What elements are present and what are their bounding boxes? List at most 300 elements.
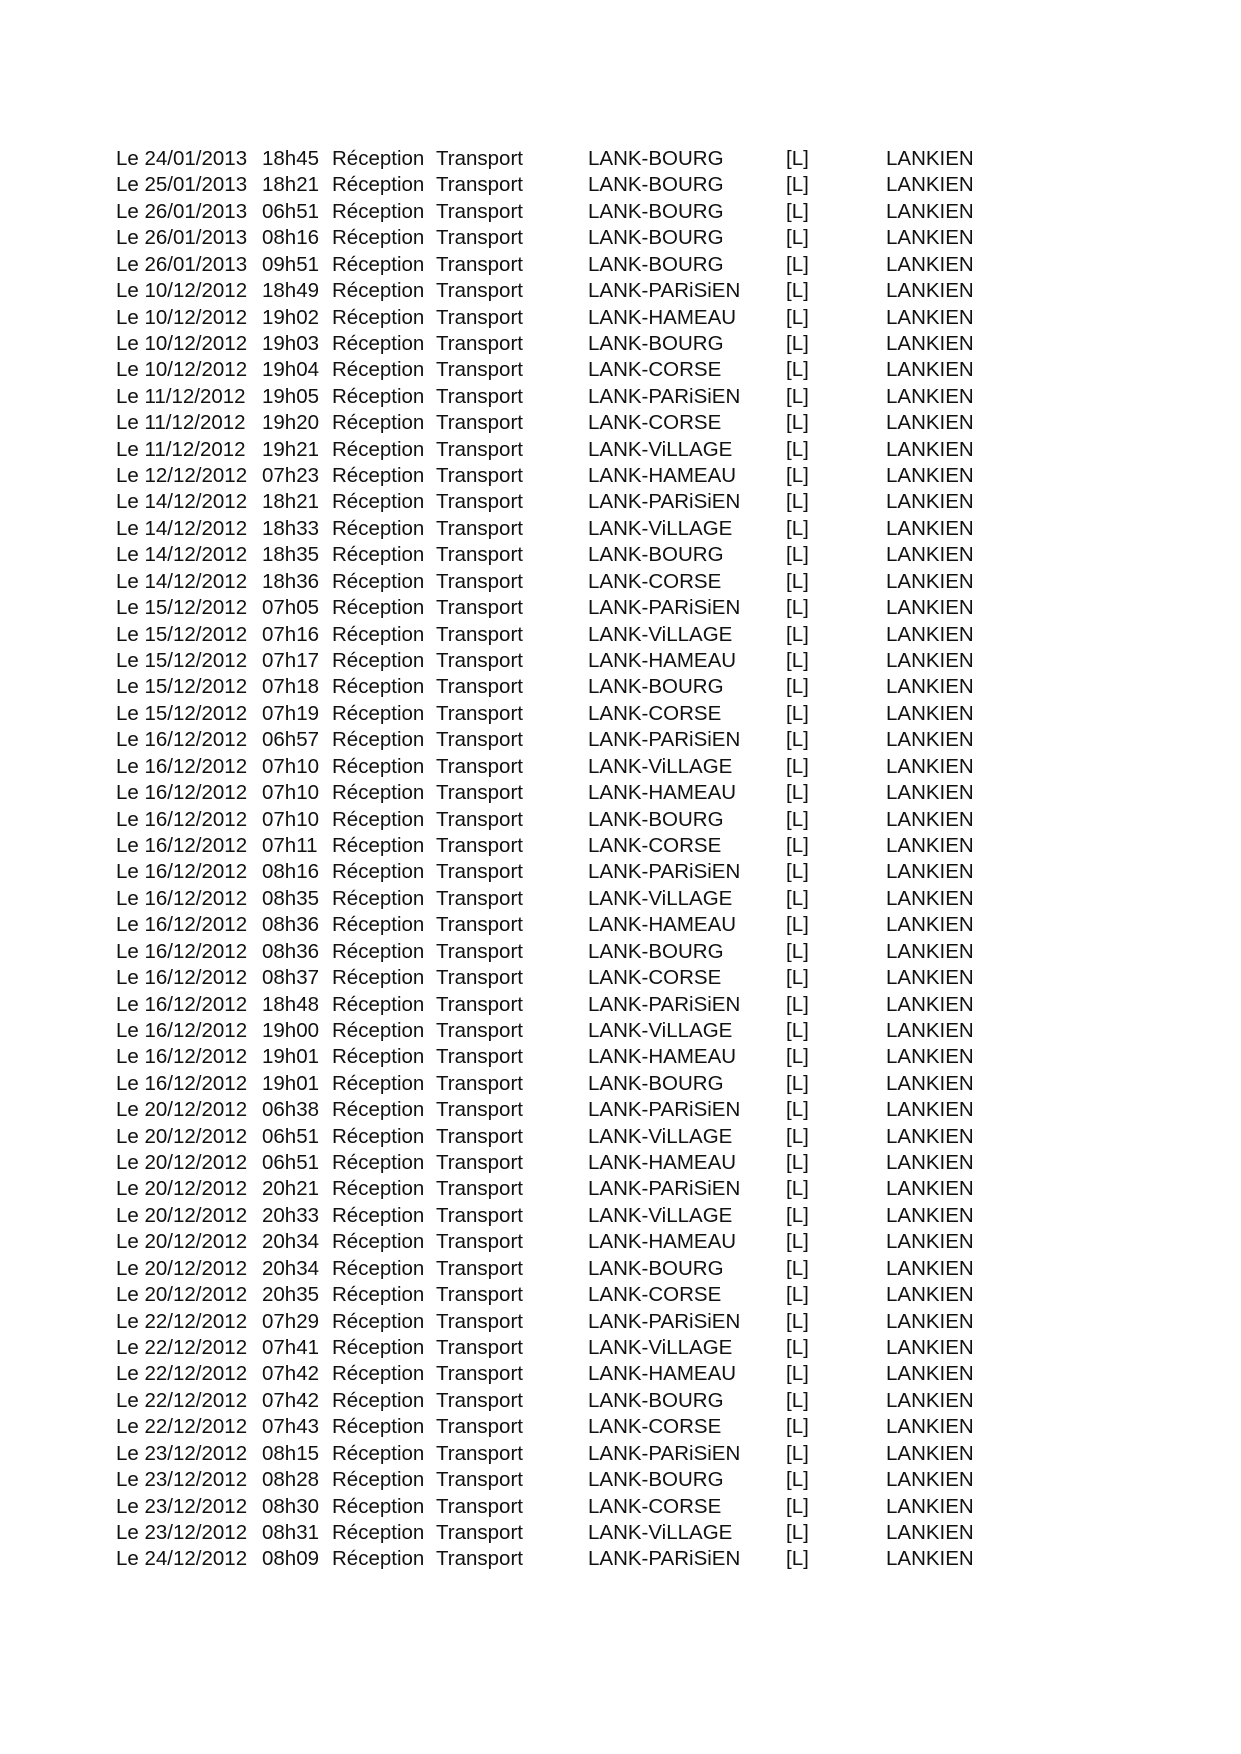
table-row [116, 1071, 1126, 1097]
cell-flag: [L] [786, 886, 809, 910]
cell-date: Le 15/12/2012 [116, 596, 248, 620]
cell-date: Le 20/12/2012 [116, 1203, 248, 1227]
cell-origin: LANKIEN [886, 1230, 974, 1254]
cell-type: Réception [332, 226, 425, 250]
cell-date: Le 16/12/2012 [116, 728, 248, 752]
cell-date: Le 14/12/2012 [116, 543, 248, 567]
table-row [116, 1467, 1126, 1493]
table-row [116, 1044, 1126, 1070]
cell-date: Le 16/12/2012 [116, 833, 248, 857]
cell-time: 20h33 [262, 1203, 320, 1227]
cell-origin: LANKIEN [886, 305, 974, 329]
cell-type: Réception [332, 331, 425, 355]
cell-category: Transport [436, 384, 523, 408]
table-row [116, 727, 1126, 753]
cell-date: Le 22/12/2012 [116, 1415, 248, 1439]
cell-destination: LANK-PARiSiEN [588, 860, 741, 884]
table-row [116, 939, 1126, 965]
cell-date: Le 26/01/2013 [116, 226, 248, 250]
table-row [116, 1520, 1126, 1546]
cell-time: 08h36 [262, 913, 320, 937]
cell-flag: [L] [786, 226, 809, 250]
cell-type: Réception [332, 807, 425, 831]
cell-destination: LANK-HAMEAU [588, 1362, 737, 1386]
cell-time: 07h18 [262, 675, 320, 699]
cell-category: Transport [436, 490, 523, 514]
cell-type: Réception [332, 649, 425, 673]
cell-destination: LANK-PARiSiEN [588, 490, 741, 514]
cell-time: 07h19 [262, 701, 320, 725]
cell-destination: LANK-ViLLAGE [588, 1520, 733, 1544]
cell-type: Réception [332, 833, 425, 857]
cell-date: Le 16/12/2012 [116, 1018, 248, 1042]
cell-category: Transport [436, 1335, 523, 1359]
cell-origin: LANKIEN [886, 1468, 974, 1492]
cell-category: Transport [436, 754, 523, 778]
cell-origin: LANKIEN [886, 1388, 974, 1412]
cell-flag: [L] [786, 701, 809, 725]
cell-flag: [L] [786, 199, 809, 223]
cell-date: Le 26/01/2013 [116, 252, 248, 276]
cell-flag: [L] [786, 411, 809, 435]
cell-origin: LANKIEN [886, 384, 974, 408]
cell-type: Réception [332, 1018, 425, 1042]
cell-origin: LANKIEN [886, 490, 974, 514]
cell-category: Transport [436, 833, 523, 857]
cell-date: Le 20/12/2012 [116, 1177, 248, 1201]
table-row [116, 1414, 1126, 1440]
cell-time: 07h29 [262, 1309, 320, 1333]
cell-time: 19h01 [262, 1045, 320, 1069]
cell-origin: LANKIEN [886, 1098, 974, 1122]
cell-destination: LANK-ViLLAGE [588, 516, 733, 540]
cell-origin: LANKIEN [886, 701, 974, 725]
table-row [116, 225, 1126, 251]
cell-date: Le 23/12/2012 [116, 1468, 248, 1492]
cell-destination: LANK-CORSE [588, 411, 722, 435]
table-row [116, 146, 1126, 172]
cell-category: Transport [436, 1177, 523, 1201]
cell-category: Transport [436, 173, 523, 197]
cell-time: 07h10 [262, 754, 320, 778]
cell-date: Le 14/12/2012 [116, 569, 248, 593]
cell-date: Le 20/12/2012 [116, 1151, 248, 1175]
table-row [116, 252, 1126, 278]
cell-type: Réception [332, 1071, 425, 1095]
cell-category: Transport [436, 596, 523, 620]
cell-time: 07h42 [262, 1362, 320, 1386]
cell-flag: [L] [786, 675, 809, 699]
cell-flag: [L] [786, 781, 809, 805]
cell-date: Le 16/12/2012 [116, 992, 248, 1016]
cell-flag: [L] [786, 939, 809, 963]
cell-time: 08h37 [262, 966, 320, 990]
table-row [116, 1494, 1126, 1520]
table-row [116, 1309, 1126, 1335]
cell-time: 08h31 [262, 1520, 320, 1544]
cell-type: Réception [332, 569, 425, 593]
cell-origin: LANKIEN [886, 1547, 974, 1571]
cell-category: Transport [436, 675, 523, 699]
table-row [116, 674, 1126, 700]
cell-category: Transport [436, 1362, 523, 1386]
cell-destination: LANK-HAMEAU [588, 1230, 737, 1254]
cell-destination: LANK-ViLLAGE [588, 754, 733, 778]
cell-origin: LANKIEN [886, 596, 974, 620]
cell-date: Le 16/12/2012 [116, 781, 248, 805]
cell-destination: LANK-HAMEAU [588, 649, 737, 673]
cell-destination: LANK-ViLLAGE [588, 1124, 733, 1148]
cell-type: Réception [332, 1124, 425, 1148]
cell-destination: LANK-CORSE [588, 966, 722, 990]
table-row [116, 437, 1126, 463]
cell-flag: [L] [786, 860, 809, 884]
cell-flag: [L] [786, 1151, 809, 1175]
cell-origin: LANKIEN [886, 331, 974, 355]
cell-category: Transport [436, 226, 523, 250]
cell-origin: LANKIEN [886, 569, 974, 593]
cell-category: Transport [436, 464, 523, 488]
cell-time: 07h11 [262, 833, 318, 857]
cell-time: 20h34 [262, 1256, 320, 1280]
table-row [116, 912, 1126, 938]
cell-time: 06h51 [262, 1124, 320, 1148]
cell-destination: LANK-BOURG [588, 252, 724, 276]
cell-type: Réception [332, 1309, 425, 1333]
cell-flag: [L] [786, 992, 809, 1016]
cell-type: Réception [332, 728, 425, 752]
table-row [116, 1335, 1126, 1361]
cell-destination: LANK-HAMEAU [588, 781, 737, 805]
cell-time: 19h04 [262, 358, 320, 382]
cell-destination: LANK-PARiSiEN [588, 1177, 741, 1201]
cell-date: Le 20/12/2012 [116, 1124, 248, 1148]
table-row [116, 648, 1126, 674]
cell-origin: LANKIEN [886, 833, 974, 857]
cell-destination: LANK-ViLLAGE [588, 1335, 733, 1359]
cell-time: 18h49 [262, 279, 320, 303]
cell-destination: LANK-BOURG [588, 1468, 724, 1492]
table-row [116, 833, 1126, 859]
cell-category: Transport [436, 701, 523, 725]
table-row [116, 595, 1126, 621]
table-row [116, 410, 1126, 436]
cell-date: Le 15/12/2012 [116, 701, 248, 725]
cell-time: 20h35 [262, 1283, 320, 1307]
cell-destination: LANK-CORSE [588, 701, 722, 725]
cell-time: 07h10 [262, 781, 320, 805]
cell-type: Réception [332, 252, 425, 276]
cell-type: Réception [332, 279, 425, 303]
cell-flag: [L] [786, 1494, 809, 1518]
table-row [116, 384, 1126, 410]
cell-destination: LANK-CORSE [588, 569, 722, 593]
cell-type: Réception [332, 1494, 425, 1518]
cell-type: Réception [332, 543, 425, 567]
cell-type: Réception [332, 384, 425, 408]
cell-date: Le 24/01/2013 [116, 147, 248, 170]
cell-type: Réception [332, 1520, 425, 1544]
cell-time: 08h16 [262, 226, 320, 250]
table-row [116, 569, 1126, 595]
table-row [116, 965, 1126, 991]
cell-destination: LANK-ViLLAGE [588, 437, 733, 461]
cell-date: Le 10/12/2012 [116, 305, 248, 329]
cell-type: Réception [332, 1283, 425, 1307]
cell-flag: [L] [786, 1415, 809, 1439]
cell-destination: LANK-PARiSiEN [588, 384, 741, 408]
cell-category: Transport [436, 1415, 523, 1439]
cell-category: Transport [436, 728, 523, 752]
cell-type: Réception [332, 675, 425, 699]
cell-time: 18h35 [262, 543, 320, 567]
table-row [116, 278, 1126, 304]
cell-date: Le 16/12/2012 [116, 966, 248, 990]
cell-destination: LANK-HAMEAU [588, 913, 737, 937]
cell-category: Transport [436, 781, 523, 805]
cell-origin: LANKIEN [886, 649, 974, 673]
cell-origin: LANKIEN [886, 1415, 974, 1439]
cell-category: Transport [436, 569, 523, 593]
cell-date: Le 16/12/2012 [116, 754, 248, 778]
cell-type: Réception [332, 516, 425, 540]
table-row [116, 754, 1126, 780]
cell-flag: [L] [786, 331, 809, 355]
cell-time: 18h21 [262, 173, 320, 197]
cell-flag: [L] [786, 173, 809, 197]
cell-origin: LANKIEN [886, 543, 974, 567]
cell-origin: LANKIEN [886, 1018, 974, 1042]
cell-time: 08h09 [262, 1547, 320, 1571]
cell-time: 20h21 [262, 1177, 320, 1201]
cell-category: Transport [436, 1230, 523, 1254]
cell-time: 07h42 [262, 1388, 320, 1412]
table-row [116, 1150, 1126, 1176]
cell-category: Transport [436, 622, 523, 646]
cell-origin: LANKIEN [886, 1520, 974, 1544]
cell-origin: LANKIEN [886, 464, 974, 488]
cell-destination: LANK-BOURG [588, 939, 724, 963]
cell-time: 07h16 [262, 622, 320, 646]
cell-destination: LANK-ViLLAGE [588, 886, 733, 910]
cell-date: Le 16/12/2012 [116, 807, 248, 831]
cell-date: Le 16/12/2012 [116, 1071, 248, 1095]
cell-time: 19h05 [262, 384, 320, 408]
cell-category: Transport [436, 1203, 523, 1227]
table-row [116, 1124, 1126, 1150]
cell-category: Transport [436, 331, 523, 355]
cell-type: Réception [332, 147, 425, 170]
cell-date: Le 20/12/2012 [116, 1283, 248, 1307]
cell-type: Réception [332, 1203, 425, 1227]
cell-flag: [L] [786, 569, 809, 593]
cell-category: Transport [436, 279, 523, 303]
cell-flag: [L] [786, 1388, 809, 1412]
table-row [116, 780, 1126, 806]
cell-category: Transport [436, 358, 523, 382]
cell-flag: [L] [786, 1071, 809, 1095]
cell-category: Transport [436, 807, 523, 831]
cell-origin: LANKIEN [886, 860, 974, 884]
cell-type: Réception [332, 490, 425, 514]
table-row [116, 489, 1126, 515]
cell-flag: [L] [786, 516, 809, 540]
cell-origin: LANKIEN [886, 1071, 974, 1095]
cell-date: Le 14/12/2012 [116, 490, 248, 514]
cell-date: Le 16/12/2012 [116, 1045, 248, 1069]
cell-type: Réception [332, 1177, 425, 1201]
cell-time: 18h48 [262, 992, 320, 1016]
cell-flag: [L] [786, 913, 809, 937]
cell-destination: LANK-BOURG [588, 1256, 724, 1280]
cell-origin: LANKIEN [886, 1441, 974, 1465]
table-row [116, 886, 1126, 912]
cell-date: Le 22/12/2012 [116, 1335, 248, 1359]
cell-origin: LANKIEN [886, 781, 974, 805]
cell-origin: LANKIEN [886, 728, 974, 752]
cell-type: Réception [332, 1045, 425, 1069]
cell-type: Réception [332, 1256, 425, 1280]
cell-flag: [L] [786, 1018, 809, 1042]
table-row [116, 331, 1126, 357]
table-row [116, 1018, 1126, 1044]
cell-origin: LANKIEN [886, 913, 974, 937]
cell-origin: LANKIEN [886, 437, 974, 461]
cell-date: Le 15/12/2012 [116, 622, 248, 646]
cell-date: Le 16/12/2012 [116, 886, 248, 910]
cell-flag: [L] [786, 1547, 809, 1571]
cell-origin: LANKIEN [886, 1309, 974, 1333]
cell-date: Le 23/12/2012 [116, 1441, 248, 1465]
cell-date: Le 10/12/2012 [116, 331, 248, 355]
cell-type: Réception [332, 966, 425, 990]
cell-destination: LANK-BOURG [588, 1071, 724, 1095]
table-row [116, 1361, 1126, 1387]
cell-category: Transport [436, 1468, 523, 1492]
cell-flag: [L] [786, 966, 809, 990]
cell-category: Transport [436, 305, 523, 329]
cell-destination: LANK-BOURG [588, 807, 724, 831]
cell-category: Transport [436, 1018, 523, 1042]
cell-flag: [L] [786, 358, 809, 382]
cell-type: Réception [332, 464, 425, 488]
cell-destination: LANK-HAMEAU [588, 1151, 737, 1175]
cell-type: Réception [332, 358, 425, 382]
cell-flag: [L] [786, 622, 809, 646]
cell-flag: [L] [786, 1045, 809, 1069]
cell-destination: LANK-CORSE [588, 833, 722, 857]
cell-origin: LANKIEN [886, 252, 974, 276]
cell-date: Le 15/12/2012 [116, 675, 248, 699]
cell-destination: LANK-BOURG [588, 331, 724, 355]
cell-time: 18h45 [262, 147, 320, 170]
cell-date: Le 24/12/2012 [116, 1547, 248, 1571]
cell-flag: [L] [786, 807, 809, 831]
cell-flag: [L] [786, 437, 809, 461]
cell-destination: LANK-PARiSiEN [588, 279, 741, 303]
cell-category: Transport [436, 860, 523, 884]
cell-flag: [L] [786, 1309, 809, 1333]
cell-origin: LANKIEN [886, 199, 974, 223]
cell-destination: LANK-BOURG [588, 1388, 724, 1412]
table-row [116, 1441, 1126, 1467]
cell-time: 19h01 [262, 1071, 320, 1095]
cell-time: 08h15 [262, 1441, 320, 1465]
cell-destination: LANK-PARiSiEN [588, 596, 741, 620]
cell-flag: [L] [786, 728, 809, 752]
cell-time: 08h16 [262, 860, 320, 884]
cell-destination: LANK-BOURG [588, 199, 724, 223]
cell-flag: [L] [786, 1230, 809, 1254]
cell-time: 18h33 [262, 516, 320, 540]
cell-destination: LANK-ViLLAGE [588, 1203, 733, 1227]
table-row [116, 305, 1126, 331]
table-row [116, 1097, 1126, 1123]
cell-category: Transport [436, 1071, 523, 1095]
cell-category: Transport [436, 411, 523, 435]
cell-category: Transport [436, 1388, 523, 1412]
cell-date: Le 11/12/2012 [116, 384, 246, 408]
cell-time: 08h36 [262, 939, 320, 963]
cell-category: Transport [436, 1520, 523, 1544]
cell-flag: [L] [786, 649, 809, 673]
cell-flag: [L] [786, 833, 809, 857]
cell-type: Réception [332, 1151, 425, 1175]
cell-time: 07h41 [262, 1335, 320, 1359]
cell-origin: LANKIEN [886, 966, 974, 990]
cell-type: Réception [332, 886, 425, 910]
cell-destination: LANK-CORSE [588, 1494, 722, 1518]
cell-type: Réception [332, 1388, 425, 1412]
cell-flag: [L] [786, 1520, 809, 1544]
cell-date: Le 23/12/2012 [116, 1494, 248, 1518]
cell-destination: LANK-HAMEAU [588, 464, 737, 488]
cell-destination: LANK-BOURG [588, 173, 724, 197]
cell-category: Transport [436, 1283, 523, 1307]
cell-origin: LANKIEN [886, 992, 974, 1016]
table-row [116, 1256, 1126, 1282]
cell-type: Réception [332, 992, 425, 1016]
cell-origin: LANKIEN [886, 1335, 974, 1359]
table-row [116, 807, 1126, 833]
cell-flag: [L] [786, 1283, 809, 1307]
cell-time: 19h21 [262, 437, 320, 461]
cell-type: Réception [332, 913, 425, 937]
cell-category: Transport [436, 543, 523, 567]
cell-destination: LANK-BOURG [588, 147, 724, 170]
cell-flag: [L] [786, 279, 809, 303]
cell-type: Réception [332, 1441, 425, 1465]
cell-time: 09h51 [262, 252, 320, 276]
cell-destination: LANK-PARiSiEN [588, 1309, 741, 1333]
cell-date: Le 14/12/2012 [116, 516, 248, 540]
cell-origin: LANKIEN [886, 675, 974, 699]
cell-time: 08h35 [262, 886, 320, 910]
cell-category: Transport [436, 437, 523, 461]
cell-category: Transport [436, 886, 523, 910]
table-row [116, 1203, 1126, 1229]
cell-flag: [L] [786, 754, 809, 778]
cell-date: Le 11/12/2012 [116, 411, 246, 435]
cell-origin: LANKIEN [886, 886, 974, 910]
cell-time: 07h10 [262, 807, 320, 831]
cell-destination: LANK-PARiSiEN [588, 1441, 741, 1465]
cell-type: Réception [332, 1468, 425, 1492]
cell-category: Transport [436, 649, 523, 673]
cell-origin: LANKIEN [886, 1283, 974, 1307]
table-row [116, 859, 1126, 885]
cell-time: 18h21 [262, 490, 320, 514]
